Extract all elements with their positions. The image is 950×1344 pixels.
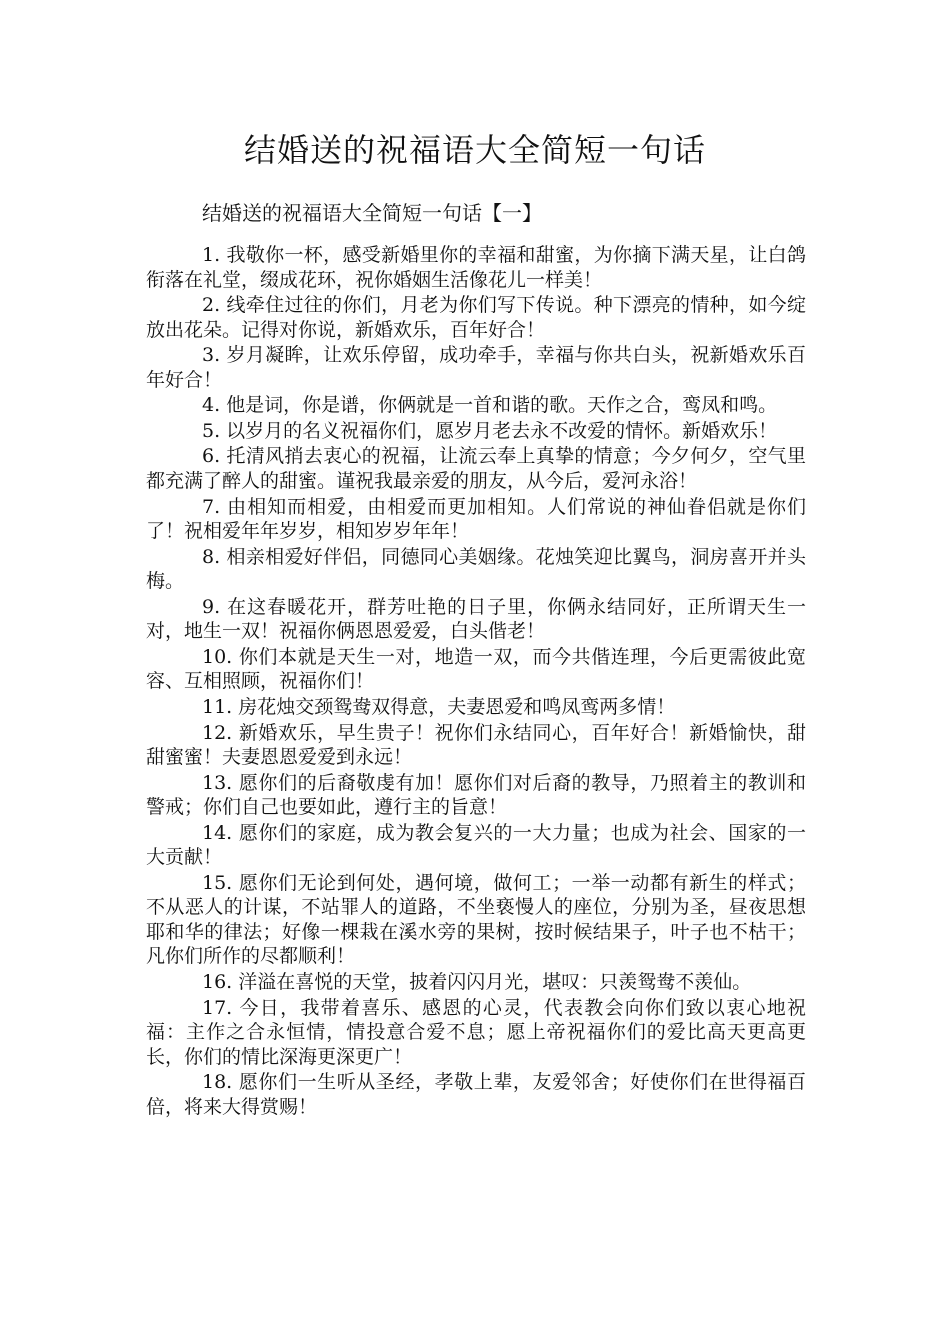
list-item: 6. 托清风捎去衷心的祝福，让流云奉上真挚的情意；今夕何夕，空气里都充满了醉人的甜蜜。谨祝我最亲爱的朋友，从今后，爱河永浴！ xyxy=(146,445,806,492)
list-item: 12. 新婚欢乐，早生贵子！祝你们永结同心，百年好合！新婚愉快，甜甜蜜蜜！夫妻恩恩爱爱到永远！ xyxy=(146,721,806,769)
list-item: 7. 由相知而相爱，由相爱而更加相知。人们常说的神仙眷侣就是你们了！祝相爱年年岁岁，相知岁岁年年！ xyxy=(146,495,806,543)
list-item: 5. 以岁月的名义祝福你们，愿岁月老去永不改爱的情怀。新婚欢乐！ xyxy=(202,419,778,442)
list-item: 3. 岁月凝眸，让欢乐停留，成功牵手，幸福与你共白头，祝新婚欢乐百年好合！ xyxy=(146,344,806,391)
blessing-list xyxy=(146,243,806,1120)
list-item: 10. 你们本就是天生一对，地造一双，而今共偕连理，今后更需彼此宽容、互相照顾，祝福你们！ xyxy=(146,645,806,693)
list-item: 15. 愿你们无论到何处，遇何境，做何工；一举一动都有新生的样式；不从恶人的计谋，不站罪人的道路，不坐亵慢人的座位，分别为圣，昼夜思想耶和华的律法；好像一棵栽在溪水旁的果树，按时候结果子，叶子也不枯干；凡你们所作的尽都顺利！ xyxy=(146,871,806,968)
list-item: 9. 在这春暖花开，群芳吐艳的日子里，你俩永结同好，正所谓天生一对，地生一双！祝福你俩恩恩爱爱，白头偕老！ xyxy=(146,595,806,643)
list-item: 16. 洋溢在喜悦的天堂，披着闪闪月光，堪叹：只羡鸳鸯不羡仙。 xyxy=(202,970,752,993)
document-title: 结婚送的祝福语大全简短一句话 xyxy=(243,131,706,169)
list-item: 17. 今日，我带着喜乐、感恩的心灵，代表教会向你们致以衷心地祝福：主作之合永恒情，情投意合爱不息；愿上帝祝福你们的爱比高天更高更长，你们的情比深海更深更广！ xyxy=(146,996,806,1068)
section-heading: 结婚送的祝福语大全简短一句话【一】 xyxy=(202,201,542,225)
list-item: 8. 相亲相爱好伴侣，同德同心美姻缘。花烛笑迎比翼鸟，洞房喜开并头梅。 xyxy=(146,545,806,593)
list-item: 14. 愿你们的家庭，成为教会复兴的一大力量；也成为社会、国家的一大贡献！ xyxy=(146,821,806,869)
list-item: 1. 我敬你一杯，感受新婚里你的幸福和甜蜜，为你摘下满天星，让白鸽衔落在礼堂，缀成花环，祝你婚姻生活像花儿一样美！ xyxy=(146,244,806,291)
list-item: 11. 房花烛交颈鸳鸯双得意，夫妻恩爱和鸣凤鸾两多情！ xyxy=(202,695,676,718)
list-item: 18. 愿你们一生听从圣经，孝敬上辈，友爱邻舍；好使你们在世得福百倍，将来大得赏赐！ xyxy=(146,1071,806,1118)
list-item: 13. 愿你们的后裔敬虔有加！愿你们对后裔的教导，乃照着主的教训和警戒；你们自己也要如此，遵行主的旨意！ xyxy=(146,771,806,819)
list-item: 4. 他是词，你是谱，你俩就是一首和谐的歌。天作之合，鸾凤和鸣。 xyxy=(202,394,778,417)
list-item: 2. 线牵住过往的你们，月老为你们写下传说。种下漂亮的情种，如今绽放出花朵。记得对你说，新婚欢乐，百年好合！ xyxy=(146,294,806,341)
